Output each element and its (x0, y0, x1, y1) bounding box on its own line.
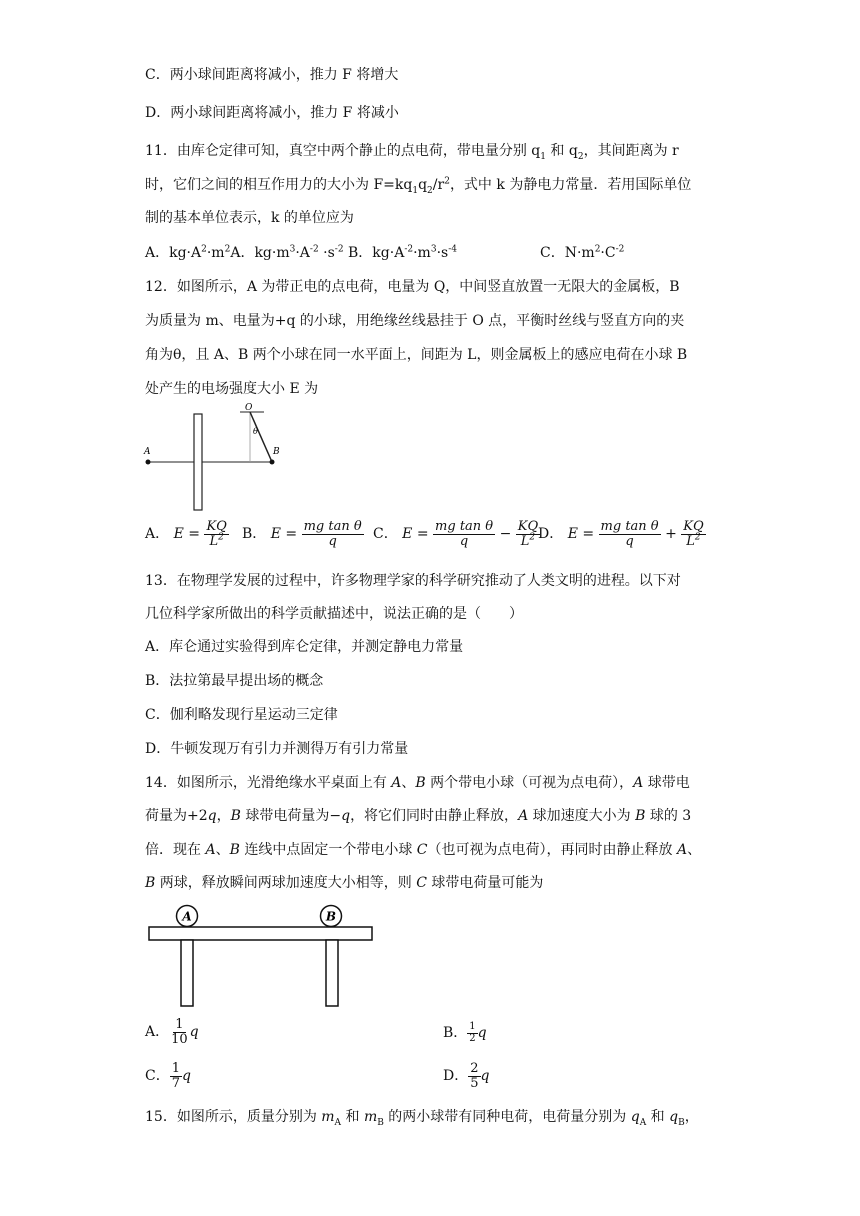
q14-option-d: D． $\frac{2}{5}$ q (443, 1061, 490, 1091)
label-b: B (273, 447, 280, 457)
q14-option-b: B． $\frac{1}{2}$ q (443, 1021, 487, 1044)
q13-line2: 几位科学家所做出的科学贡献描述中，说法正确的是（ ） (145, 606, 523, 622)
ball-a-label: A (182, 909, 192, 924)
table-leg-left (181, 940, 193, 1006)
q14-figure (145, 900, 380, 1012)
q11-line2: 时，它们之间的相互作用力的大小为 $F=kq_1q_2/r^2$，式中 k 为静电力常量．若用国际单位 (145, 176, 692, 196)
q14-option-a: A． $\frac{1}{10}$ q (145, 1017, 199, 1047)
q13-option-b: B．法拉第最早提出场的概念 (145, 673, 324, 689)
q12-line2: 为质量为 m、电量为+q 的小球，用绝缘丝线悬挂于 O 点，平衡时丝线与竖直方向的夹 (145, 313, 685, 329)
q12-option-b: B． E = $\frac{\text{mg tan θ}}{q}$ (242, 519, 362, 549)
q14-line3: 倍．现在 A、B 连线中点固定一个带电小球 C（也可视为点电荷），再同时由静止释放 A、 (145, 842, 702, 858)
q10-option-c: C．两小球间距离将减小，推力 F 将增大 (145, 67, 399, 83)
q15-line1: 15．如图所示，质量分别为 $m_A$ 和 $m_B$ 的两小球带有同种电荷，电荷量分别为 $q_A$ 和 $q_B$， (145, 1109, 699, 1128)
q14-line1: 14．如图所示，光滑绝缘水平桌面上有 A、B 两个带电小球（可视为点电荷），A 球带电 (145, 775, 690, 791)
q12-option-c: C． E = $\frac{\text{mg tan θ}}{q}$ − $\frac{KQ}{L^2}$ (373, 519, 539, 549)
table-leg-right (326, 940, 338, 1006)
q13-option-c: C．伽利略发现行星运动三定律 (145, 707, 338, 723)
charge-a-dot (146, 460, 151, 465)
q12-line3: 角为θ，且 A、B 两个小球在同一水平面上，间距为 L，则金属板上的感应电荷在小球 B (145, 347, 688, 363)
ball-b-label: B (325, 909, 337, 924)
q12-line4: 处产生的电场强度大小 E 为 (145, 381, 319, 397)
ball-b-dot (270, 460, 275, 465)
q12-line1: 12．如图所示，A 为带正电的点电荷，电量为 Q，中间竖直放置一无限大的金属板，B (145, 279, 680, 295)
q12-option-a: A． E = $\frac{KQ}{L^2}$ (145, 519, 227, 549)
q14-option-c: C． $\frac{1}{7}$ q (145, 1061, 191, 1091)
q11-options: A．$kg\cdot A^2\cdot m^2A$．$kg\cdot m^3\cdot A^{-2} \cdot s^{-2}$ B．$kg\cdot A^{-2}\cdot m^3\cdot s^{-4}$ (145, 244, 457, 261)
q13-option-a: A．库仑通过实验得到库仑定律，并测定静电力常量 (145, 639, 464, 655)
q12-option-d: D． E = $\frac{\text{mg tan θ}}{q}$ + $\frac{KQ}{L^2}$ (538, 519, 704, 549)
q11-line3: 制的基本单位表示，k 的单位应为 (145, 210, 354, 226)
label-theta: θ (253, 427, 258, 436)
q13-option-d: D．牛顿发现万有引力并测得万有引力常量 (145, 741, 409, 757)
label-a: A (144, 447, 151, 457)
label-o: O (245, 403, 253, 413)
q10-option-d: D．两小球间距离将减小，推力 F 将减小 (145, 105, 399, 121)
q14-line4: B 两球，释放瞬间两球加速度大小相等，则 C 球带电荷量可能为 (145, 875, 544, 891)
q14-line2: 荷量为+2q，B 球带电荷量为−q，将它们同时由静止释放，A 球加速度大小为 B 球的 3 (145, 808, 692, 824)
q13-line1: 13．在物理学发展的过程中，许多物理学家的科学研究推动了人类文明的进程。以下对 (145, 573, 681, 589)
q11-line1: 11．由库仑定律可知，真空中两个静止的点电荷，带电量分别 $q_1$ 和 $q_2$，其间距离为 r (145, 143, 679, 162)
q11-option-c: C．$N\cdot m^2\cdot C^{-2}$ (540, 244, 625, 261)
q12-figure (140, 402, 300, 514)
table-top (149, 927, 372, 940)
